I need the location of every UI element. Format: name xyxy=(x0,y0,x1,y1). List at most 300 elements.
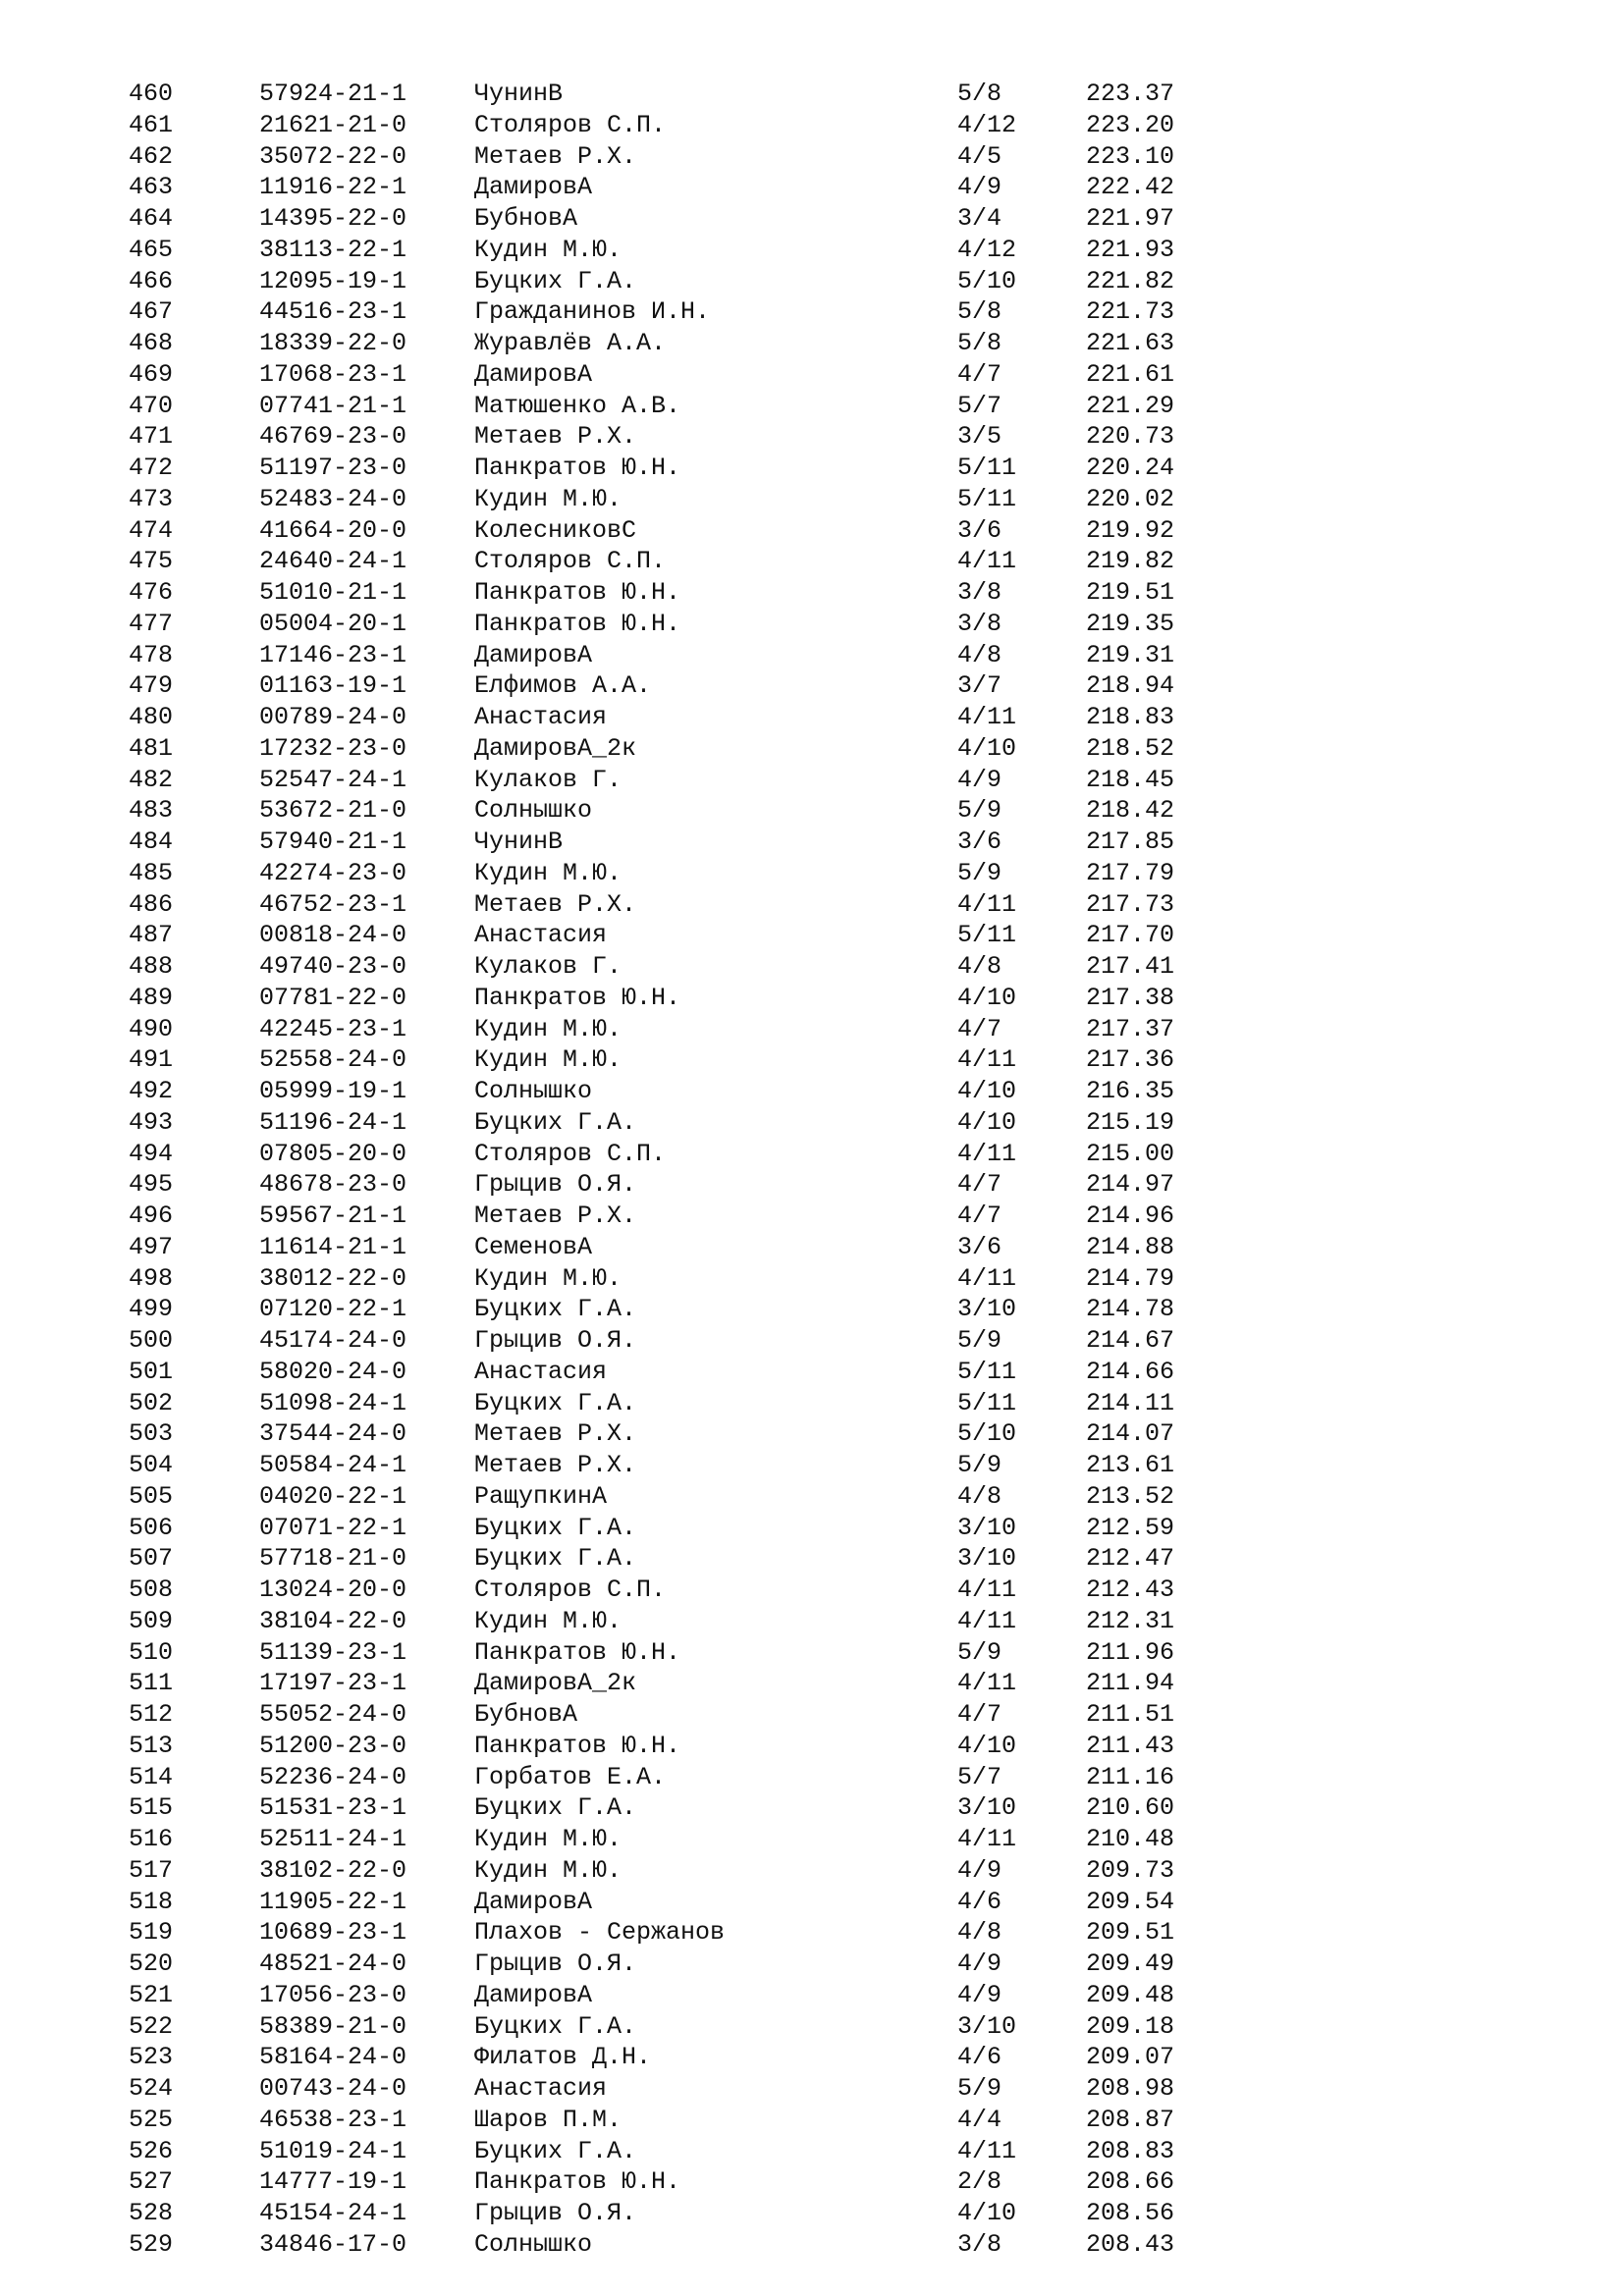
rank-cell: 512 xyxy=(129,1700,174,1729)
id-cell: 17197-23-1 xyxy=(259,1669,407,1698)
name-cell: Буцких Г.А. xyxy=(474,1513,637,1542)
ratio-cell: 3/6 xyxy=(957,1232,1002,1261)
name-cell: Метаев Р.Х. xyxy=(474,1419,637,1449)
score-cell: 214.11 xyxy=(1086,1388,1175,1417)
id-cell: 07805-20-0 xyxy=(259,1139,407,1168)
name-cell: Грыцив О.Я. xyxy=(474,1949,637,1978)
score-cell: 211.51 xyxy=(1086,1700,1175,1729)
score-cell: 217.85 xyxy=(1086,828,1175,856)
rank-cell: 483 xyxy=(129,796,174,826)
name-cell: ДамировА_2к xyxy=(474,1669,637,1698)
score-cell: 218.42 xyxy=(1086,796,1175,826)
table-row xyxy=(0,1513,1624,1544)
rank-cell: 509 xyxy=(129,1606,174,1635)
ratio-cell: 4/9 xyxy=(957,765,1002,794)
rank-cell: 510 xyxy=(129,1637,174,1667)
id-cell: 58164-24-0 xyxy=(259,2043,407,2072)
ratio-cell: 3/8 xyxy=(957,609,1002,638)
ratio-cell: 4/11 xyxy=(957,1263,1017,1293)
table-row xyxy=(0,640,1624,671)
name-cell: Метаев Р.Х. xyxy=(474,1201,637,1230)
table-row xyxy=(0,172,1624,203)
id-cell: 57924-21-1 xyxy=(259,80,407,108)
rank-cell: 490 xyxy=(129,1014,174,1043)
table-row xyxy=(0,1887,1624,1918)
score-cell: 215.00 xyxy=(1086,1139,1175,1168)
score-cell: 212.31 xyxy=(1086,1606,1175,1635)
table-row xyxy=(0,1949,1624,1980)
id-cell: 42245-23-1 xyxy=(259,1014,407,1043)
table-row xyxy=(0,670,1624,702)
id-cell: 53672-21-0 xyxy=(259,796,407,826)
ratio-cell: 5/7 xyxy=(957,391,1002,420)
ratio-cell: 5/9 xyxy=(957,1326,1002,1355)
ratio-cell: 4/11 xyxy=(957,2136,1017,2165)
ratio-cell: 3/8 xyxy=(957,578,1002,607)
table-row xyxy=(0,1263,1624,1295)
table-row xyxy=(0,889,1624,921)
rank-cell: 470 xyxy=(129,391,174,420)
table-row xyxy=(0,421,1624,453)
rank-cell: 478 xyxy=(129,640,174,669)
rank-cell: 488 xyxy=(129,952,174,981)
name-cell: Кудин М.Ю. xyxy=(474,1045,623,1075)
name-cell: Филатов Д.Н. xyxy=(474,2043,652,2072)
name-cell: Метаев Р.Х. xyxy=(474,889,637,919)
id-cell: 13024-20-0 xyxy=(259,1575,407,1604)
id-cell: 51196-24-1 xyxy=(259,1107,407,1137)
id-cell: 51197-23-0 xyxy=(259,454,407,482)
score-cell: 223.20 xyxy=(1086,110,1175,139)
table-row xyxy=(0,2136,1624,2167)
id-cell: 52236-24-0 xyxy=(259,1762,407,1791)
id-cell: 52547-24-1 xyxy=(259,765,407,794)
ratio-cell: 5/9 xyxy=(957,796,1002,826)
rank-cell: 481 xyxy=(129,733,174,763)
name-cell: Грыцив О.Я. xyxy=(474,2199,637,2227)
id-cell: 18339-22-0 xyxy=(259,329,407,357)
name-cell: Метаев Р.Х. xyxy=(474,141,637,171)
name-cell: Кулаков Г. xyxy=(474,952,623,981)
rank-cell: 484 xyxy=(129,828,174,856)
score-cell: 212.47 xyxy=(1086,1544,1175,1574)
rank-cell: 504 xyxy=(129,1451,174,1479)
rank-cell: 474 xyxy=(129,515,174,545)
rank-cell: 460 xyxy=(129,80,174,108)
score-cell: 217.37 xyxy=(1086,1014,1175,1043)
id-cell: 57940-21-1 xyxy=(259,828,407,856)
score-cell: 208.66 xyxy=(1086,2167,1175,2197)
score-cell: 221.61 xyxy=(1086,359,1175,389)
score-cell: 209.73 xyxy=(1086,1855,1175,1885)
ratio-cell: 4/9 xyxy=(957,1855,1002,1885)
id-cell: 11916-22-1 xyxy=(259,173,407,202)
name-cell: Журавлёв А.А. xyxy=(474,329,667,357)
score-cell: 208.56 xyxy=(1086,2199,1175,2227)
id-cell: 07781-22-0 xyxy=(259,983,407,1012)
table-row xyxy=(0,1450,1624,1481)
rank-cell: 463 xyxy=(129,173,174,202)
score-cell: 219.92 xyxy=(1086,515,1175,545)
name-cell: Матюшенко А.В. xyxy=(474,391,681,420)
id-cell: 52511-24-1 xyxy=(259,1825,407,1853)
name-cell: Кудин М.Ю. xyxy=(474,484,623,513)
ratio-cell: 5/8 xyxy=(957,80,1002,108)
table-row xyxy=(0,1169,1624,1201)
id-cell: 11614-21-1 xyxy=(259,1232,407,1261)
ratio-cell: 3/5 xyxy=(957,422,1002,452)
ratio-cell: 3/7 xyxy=(957,671,1002,701)
rank-cell: 529 xyxy=(129,2229,174,2259)
id-cell: 04020-22-1 xyxy=(259,1481,407,1511)
score-cell: 212.59 xyxy=(1086,1513,1175,1542)
score-cell: 214.67 xyxy=(1086,1326,1175,1355)
ratio-cell: 4/11 xyxy=(957,1825,1017,1853)
name-cell: Шаров П.М. xyxy=(474,2105,623,2134)
table-row xyxy=(0,1014,1624,1045)
table-row xyxy=(0,203,1624,235)
id-cell: 48678-23-0 xyxy=(259,1170,407,1200)
id-cell: 59567-21-1 xyxy=(259,1201,407,1230)
rank-cell: 485 xyxy=(129,858,174,887)
name-cell: Анастасия xyxy=(474,2074,608,2103)
score-cell: 218.45 xyxy=(1086,765,1175,794)
name-cell: Метаев Р.Х. xyxy=(474,1451,637,1479)
ratio-cell: 4/11 xyxy=(957,889,1017,919)
name-cell: Анастасия xyxy=(474,703,608,731)
table-row xyxy=(0,733,1624,765)
table-row xyxy=(0,2198,1624,2229)
id-cell: 05999-19-1 xyxy=(259,1077,407,1105)
ratio-cell: 4/8 xyxy=(957,952,1002,981)
ratio-cell: 5/8 xyxy=(957,329,1002,357)
ratio-cell: 4/7 xyxy=(957,1014,1002,1043)
ratio-cell: 4/10 xyxy=(957,733,1017,763)
rank-cell: 525 xyxy=(129,2105,174,2134)
results-table xyxy=(0,79,1624,2261)
table-row xyxy=(0,827,1624,858)
name-cell: Кудин М.Ю. xyxy=(474,1855,623,1885)
ratio-cell: 5/9 xyxy=(957,858,1002,887)
rank-cell: 499 xyxy=(129,1295,174,1324)
rank-cell: 508 xyxy=(129,1575,174,1604)
name-cell: Панкратов Ю.Н. xyxy=(474,1637,681,1667)
rank-cell: 475 xyxy=(129,547,174,576)
name-cell: ДамировА xyxy=(474,173,593,202)
ratio-cell: 4/11 xyxy=(957,1139,1017,1168)
rank-cell: 492 xyxy=(129,1077,174,1105)
score-cell: 209.07 xyxy=(1086,2043,1175,2072)
score-cell: 221.63 xyxy=(1086,329,1175,357)
table-row xyxy=(0,266,1624,297)
id-cell: 52558-24-0 xyxy=(259,1045,407,1075)
ratio-cell: 4/11 xyxy=(957,1045,1017,1075)
score-cell: 213.52 xyxy=(1086,1481,1175,1511)
score-cell: 219.82 xyxy=(1086,547,1175,576)
score-cell: 214.07 xyxy=(1086,1419,1175,1449)
table-row xyxy=(0,79,1624,110)
name-cell: Гражданинов И.Н. xyxy=(474,297,711,327)
name-cell: ЧунинВ xyxy=(474,828,564,856)
name-cell: Панкратов Ю.Н. xyxy=(474,1731,681,1760)
ratio-cell: 4/6 xyxy=(957,2043,1002,2072)
rank-cell: 518 xyxy=(129,1887,174,1916)
name-cell: Буцких Г.А. xyxy=(474,266,637,295)
table-row xyxy=(0,1418,1624,1450)
rank-cell: 465 xyxy=(129,235,174,264)
ratio-cell: 4/8 xyxy=(957,640,1002,669)
id-cell: 51010-21-1 xyxy=(259,578,407,607)
score-cell: 220.73 xyxy=(1086,422,1175,452)
id-cell: 46752-23-1 xyxy=(259,889,407,919)
score-cell: 211.94 xyxy=(1086,1669,1175,1698)
id-cell: 51531-23-1 xyxy=(259,1793,407,1823)
rank-cell: 523 xyxy=(129,2043,174,2072)
id-cell: 58389-21-0 xyxy=(259,2011,407,2041)
rank-cell: 462 xyxy=(129,141,174,171)
ratio-cell: 3/10 xyxy=(957,1295,1017,1324)
rank-cell: 505 xyxy=(129,1481,174,1511)
table-row xyxy=(0,515,1624,547)
score-cell: 209.48 xyxy=(1086,1980,1175,2009)
score-cell: 221.82 xyxy=(1086,266,1175,295)
rank-cell: 513 xyxy=(129,1731,174,1760)
name-cell: Кудин М.Ю. xyxy=(474,1606,623,1635)
table-row xyxy=(0,1855,1624,1887)
ratio-cell: 5/11 xyxy=(957,484,1017,513)
ratio-cell: 3/8 xyxy=(957,2229,1002,2259)
table-row xyxy=(0,453,1624,484)
rank-cell: 511 xyxy=(129,1669,174,1698)
ratio-cell: 4/10 xyxy=(957,1077,1017,1105)
table-row xyxy=(0,1201,1624,1232)
name-cell: Кулаков Г. xyxy=(474,765,623,794)
score-cell: 217.73 xyxy=(1086,889,1175,919)
rank-cell: 517 xyxy=(129,1855,174,1885)
score-cell: 220.24 xyxy=(1086,454,1175,482)
name-cell: Буцких Г.А. xyxy=(474,2136,637,2165)
score-cell: 217.79 xyxy=(1086,858,1175,887)
name-cell: ДамировА xyxy=(474,1980,593,2009)
id-cell: 51200-23-0 xyxy=(259,1731,407,1760)
table-row xyxy=(0,2229,1624,2261)
id-cell: 37544-24-0 xyxy=(259,1419,407,1449)
rank-cell: 477 xyxy=(129,609,174,638)
ratio-cell: 5/8 xyxy=(957,297,1002,327)
table-row xyxy=(0,795,1624,827)
score-cell: 214.97 xyxy=(1086,1170,1175,1200)
score-cell: 222.42 xyxy=(1086,173,1175,202)
score-cell: 214.96 xyxy=(1086,1201,1175,1230)
rank-cell: 501 xyxy=(129,1357,174,1386)
rank-cell: 506 xyxy=(129,1513,174,1542)
table-row xyxy=(0,1762,1624,1793)
table-row xyxy=(0,359,1624,391)
id-cell: 07120-22-1 xyxy=(259,1295,407,1324)
id-cell: 45154-24-1 xyxy=(259,2199,407,2227)
name-cell: Буцких Г.А. xyxy=(474,1295,637,1324)
rank-cell: 494 xyxy=(129,1139,174,1168)
score-cell: 219.31 xyxy=(1086,640,1175,669)
score-cell: 214.79 xyxy=(1086,1263,1175,1293)
id-cell: 01163-19-1 xyxy=(259,671,407,701)
name-cell: Панкратов Ю.Н. xyxy=(474,983,681,1012)
name-cell: Буцких Г.А. xyxy=(474,1793,637,1823)
rank-cell: 467 xyxy=(129,297,174,327)
name-cell: Грыцив О.Я. xyxy=(474,1170,637,1200)
table-row xyxy=(0,920,1624,951)
ratio-cell: 4/9 xyxy=(957,1980,1002,2009)
name-cell: Кудин М.Ю. xyxy=(474,235,623,264)
ratio-cell: 4/10 xyxy=(957,1731,1017,1760)
id-cell: 14777-19-1 xyxy=(259,2167,407,2197)
ratio-cell: 4/5 xyxy=(957,141,1002,171)
ratio-cell: 5/9 xyxy=(957,1451,1002,1479)
rank-cell: 498 xyxy=(129,1263,174,1293)
ratio-cell: 4/7 xyxy=(957,1700,1002,1729)
table-row xyxy=(0,1044,1624,1076)
score-cell: 212.43 xyxy=(1086,1575,1175,1604)
ratio-cell: 4/8 xyxy=(957,1481,1002,1511)
id-cell: 00818-24-0 xyxy=(259,921,407,950)
table-row xyxy=(0,141,1624,173)
id-cell: 57718-21-0 xyxy=(259,1544,407,1574)
ratio-cell: 5/9 xyxy=(957,1637,1002,1667)
rank-cell: 520 xyxy=(129,1949,174,1978)
table-row xyxy=(0,702,1624,733)
ratio-cell: 4/12 xyxy=(957,110,1017,139)
id-cell: 10689-23-1 xyxy=(259,1918,407,1948)
table-row xyxy=(0,1325,1624,1357)
table-row xyxy=(0,2011,1624,2043)
table-row xyxy=(0,2166,1624,2198)
table-row xyxy=(0,2105,1624,2136)
name-cell: Солнышко xyxy=(474,1077,593,1105)
table-row xyxy=(0,1139,1624,1170)
id-cell: 50584-24-1 xyxy=(259,1451,407,1479)
name-cell: РащупкинА xyxy=(474,1481,608,1511)
id-cell: 51098-24-1 xyxy=(259,1388,407,1417)
rank-cell: 486 xyxy=(129,889,174,919)
table-row xyxy=(0,1668,1624,1699)
id-cell: 55052-24-0 xyxy=(259,1700,407,1729)
score-cell: 223.37 xyxy=(1086,80,1175,108)
name-cell: Анастасия xyxy=(474,1357,608,1386)
rank-cell: 466 xyxy=(129,266,174,295)
rank-cell: 514 xyxy=(129,1762,174,1791)
ratio-cell: 4/7 xyxy=(957,1201,1002,1230)
score-cell: 215.19 xyxy=(1086,1107,1175,1137)
ratio-cell: 4/10 xyxy=(957,983,1017,1012)
name-cell: Кудин М.Ю. xyxy=(474,1014,623,1043)
id-cell: 51019-24-1 xyxy=(259,2136,407,2165)
table-row xyxy=(0,951,1624,983)
table-row xyxy=(0,484,1624,515)
ratio-cell: 4/11 xyxy=(957,1669,1017,1698)
table-row xyxy=(0,110,1624,141)
score-cell: 217.41 xyxy=(1086,952,1175,981)
rank-cell: 491 xyxy=(129,1045,174,1075)
score-cell: 214.66 xyxy=(1086,1357,1175,1386)
id-cell: 46538-23-1 xyxy=(259,2105,407,2134)
id-cell: 38113-22-1 xyxy=(259,235,407,264)
name-cell: ЧунинВ xyxy=(474,80,564,108)
id-cell: 42274-23-0 xyxy=(259,858,407,887)
name-cell: Кудин М.Ю. xyxy=(474,1263,623,1293)
name-cell: Метаев Р.Х. xyxy=(474,422,637,452)
id-cell: 11905-22-1 xyxy=(259,1887,407,1916)
ratio-cell: 5/11 xyxy=(957,921,1017,950)
name-cell: Солнышко xyxy=(474,2229,593,2259)
score-cell: 210.48 xyxy=(1086,1825,1175,1853)
table-row xyxy=(0,858,1624,889)
rank-cell: 500 xyxy=(129,1326,174,1355)
table-row xyxy=(0,1824,1624,1855)
ratio-cell: 4/8 xyxy=(957,1918,1002,1948)
table-row xyxy=(0,1699,1624,1731)
name-cell: Буцких Г.А. xyxy=(474,2011,637,2041)
id-cell: 49740-23-0 xyxy=(259,952,407,981)
ratio-cell: 3/10 xyxy=(957,1513,1017,1542)
id-cell: 05004-20-1 xyxy=(259,609,407,638)
table-row xyxy=(0,609,1624,640)
ratio-cell: 4/9 xyxy=(957,173,1002,202)
ratio-cell: 5/7 xyxy=(957,1762,1002,1791)
score-cell: 221.29 xyxy=(1086,391,1175,420)
rank-cell: 527 xyxy=(129,2167,174,2197)
rank-cell: 526 xyxy=(129,2136,174,2165)
table-row xyxy=(0,1575,1624,1606)
score-cell: 221.73 xyxy=(1086,297,1175,327)
id-cell: 00789-24-0 xyxy=(259,703,407,731)
ratio-cell: 4/7 xyxy=(957,359,1002,389)
name-cell: Буцких Г.А. xyxy=(474,1388,637,1417)
table-row xyxy=(0,765,1624,796)
name-cell: Панкратов Ю.Н. xyxy=(474,454,681,482)
table-row xyxy=(0,1481,1624,1513)
id-cell: 38012-22-0 xyxy=(259,1263,407,1293)
ratio-cell: 4/6 xyxy=(957,1887,1002,1916)
table-row xyxy=(0,1792,1624,1824)
name-cell: Горбатов Е.А. xyxy=(474,1762,667,1791)
ratio-cell: 3/6 xyxy=(957,828,1002,856)
ratio-cell: 3/10 xyxy=(957,2011,1017,2041)
table-row xyxy=(0,2073,1624,2105)
score-cell: 209.49 xyxy=(1086,1949,1175,1978)
score-cell: 208.98 xyxy=(1086,2074,1175,2103)
rank-cell: 493 xyxy=(129,1107,174,1137)
name-cell: ДамировА xyxy=(474,640,593,669)
rank-cell: 476 xyxy=(129,578,174,607)
rank-cell: 479 xyxy=(129,671,174,701)
rank-cell: 528 xyxy=(129,2199,174,2227)
ratio-cell: 3/4 xyxy=(957,204,1002,233)
ratio-cell: 5/11 xyxy=(957,1388,1017,1417)
id-cell: 14395-22-0 xyxy=(259,204,407,233)
rank-cell: 487 xyxy=(129,921,174,950)
rank-cell: 522 xyxy=(129,2011,174,2041)
ratio-cell: 4/7 xyxy=(957,1170,1002,1200)
name-cell: СеменовА xyxy=(474,1232,593,1261)
id-cell: 24640-24-1 xyxy=(259,547,407,576)
rank-cell: 461 xyxy=(129,110,174,139)
score-cell: 214.88 xyxy=(1086,1232,1175,1261)
rank-cell: 502 xyxy=(129,1388,174,1417)
name-cell: Солнышко xyxy=(474,796,593,826)
ratio-cell: 3/10 xyxy=(957,1793,1017,1823)
name-cell: Столяров С.П. xyxy=(474,547,667,576)
score-cell: 209.51 xyxy=(1086,1918,1175,1948)
